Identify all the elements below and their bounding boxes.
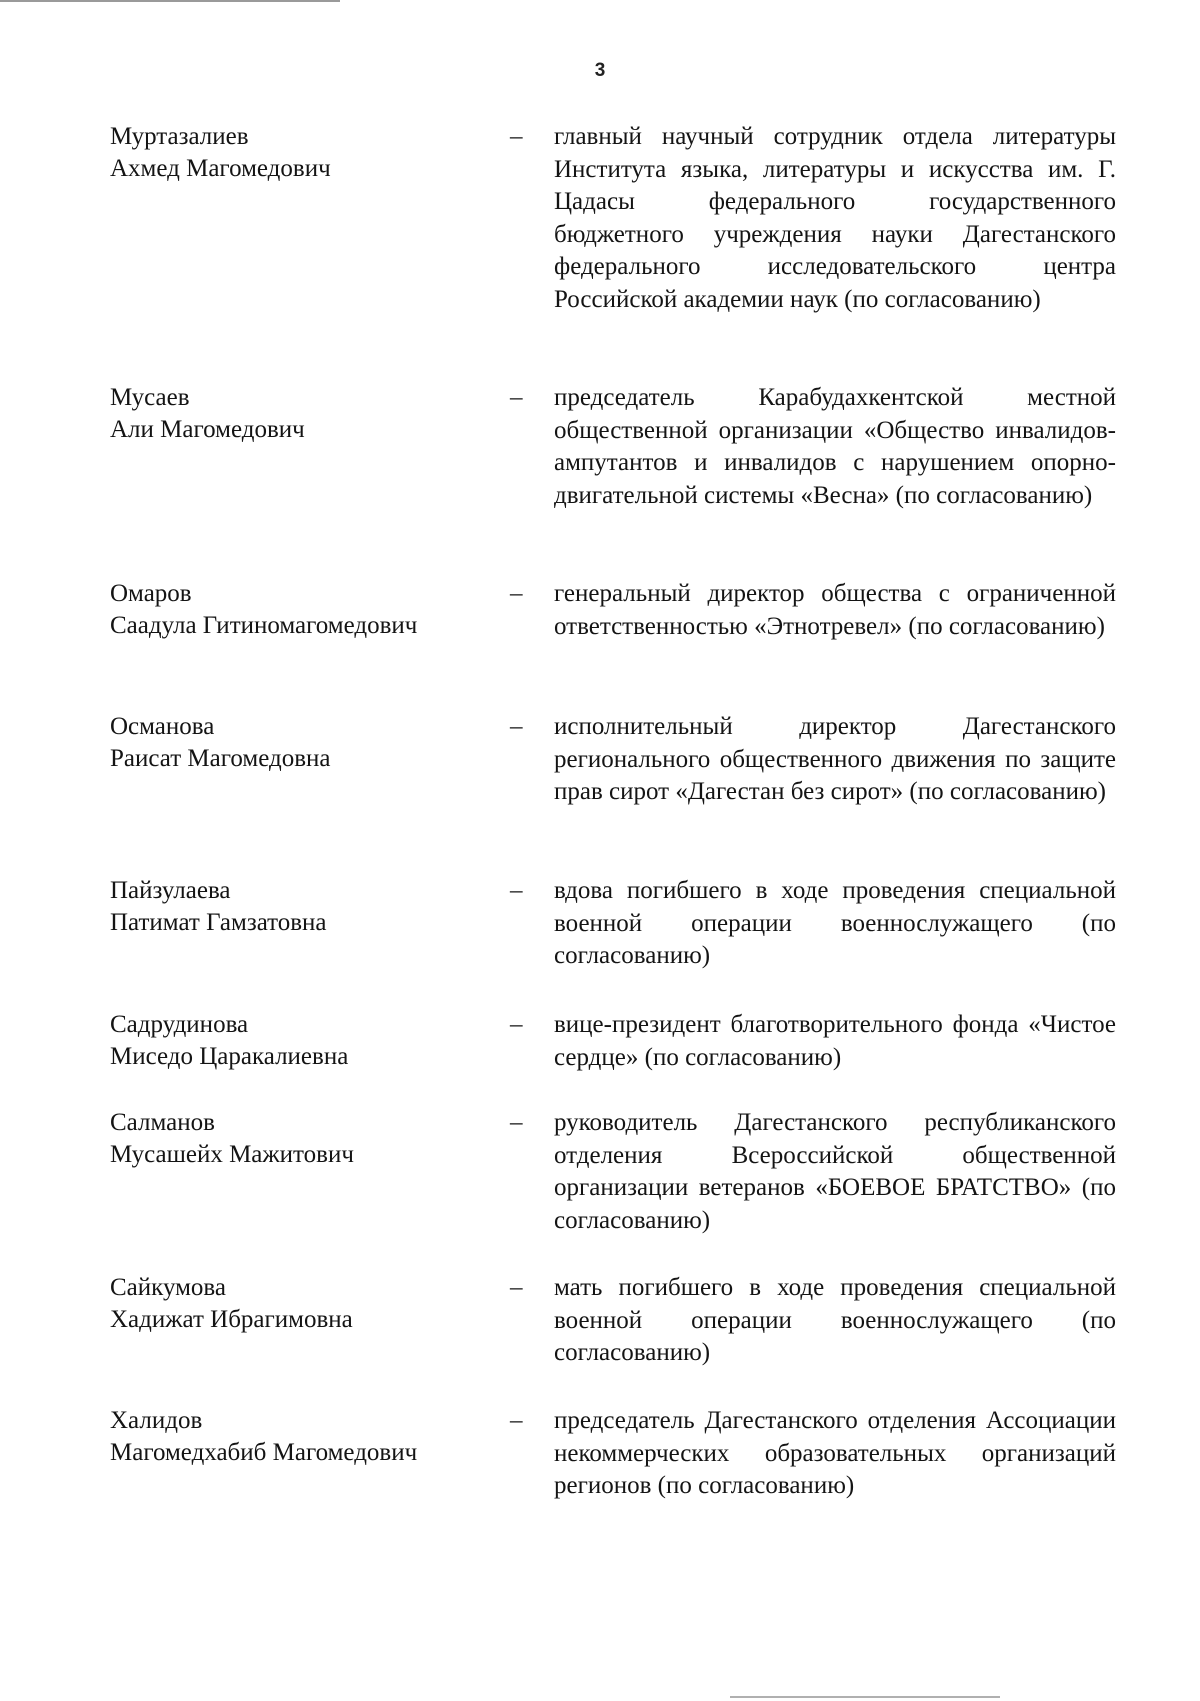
- separator-dash: –: [510, 713, 523, 740]
- member-position: председатель Карабудахкентской местной общественной организации «Общество инвалидов-ампутантов и инвалидов с нарушением опорно-двигательной системы «Весна» (по согласованию): [554, 384, 1116, 509]
- member-given-names: Саадула Гитиномагомедович: [110, 612, 418, 639]
- member-position: мать погибшего в ходе проведения специальной военной операции военнослужащего (по согласованию): [554, 1274, 1116, 1367]
- member-position: генеральный директор общества с ограниченной ответственностью «Этнотревел» (по согласованию): [554, 580, 1116, 640]
- separator-dash: –: [510, 580, 523, 607]
- member-surname: Салманов: [110, 1109, 215, 1136]
- member-name: [110, 578, 490, 642]
- member-position: исполнительный директор Дагестанского регионального общественного движения по защите прав сирот «Дагестан без сирот» (по согласованию): [554, 713, 1116, 806]
- member-surname: Мусаев: [110, 384, 190, 411]
- member-surname: Пайзулаева: [110, 877, 231, 904]
- scan-edge-top: [0, 0, 340, 2]
- member-surname: Халидов: [110, 1407, 203, 1434]
- member-given-names: Магомедхабиб Магомедович: [110, 1439, 418, 1466]
- separator-dash: –: [510, 384, 523, 411]
- separator-dash: –: [510, 877, 523, 904]
- member-name: [110, 382, 490, 446]
- member-position: председатель Дагестанского отделения Ассоциации некоммерческих образовательных организаций регионов (по согласованию): [554, 1407, 1116, 1500]
- member-name: [110, 875, 490, 939]
- member-name: [110, 1009, 490, 1073]
- member-given-names: Ахмед Магомедович: [110, 155, 331, 182]
- member-given-names: Мусашейх Мажитович: [110, 1141, 354, 1168]
- separator-dash: –: [510, 1274, 523, 1301]
- separator-dash: –: [510, 1109, 523, 1136]
- member-given-names: Али Магомедович: [110, 416, 305, 443]
- member-name: [110, 711, 490, 775]
- member-name: [110, 1272, 490, 1336]
- scan-edge-bottom: [730, 1696, 1000, 1698]
- member-given-names: Хадижат Ибрагимовна: [110, 1306, 353, 1333]
- member-name: [110, 121, 490, 185]
- member-surname: Османова: [110, 713, 215, 740]
- member-surname: Садрудинова: [110, 1011, 249, 1038]
- member-given-names: Раисат Магомедовна: [110, 745, 331, 772]
- member-given-names: Миседо Царакалиевна: [110, 1043, 349, 1070]
- separator-dash: –: [510, 123, 523, 150]
- page-number: 3: [594, 60, 606, 81]
- member-position: вдова погибшего в ходе проведения специальной военной операции военнослужащего (по согласованию): [554, 877, 1116, 970]
- member-surname: Омаров: [110, 580, 192, 607]
- member-position: главный научный сотрудник отдела литературы Института языка, литературы и искусства им. Г. Цадасы федерального государственного бюджетного учреждения науки Дагестанского федерального исследовательского центра Российской академии наук (по согласованию): [554, 123, 1116, 313]
- member-surname: Муртазалиев: [110, 123, 249, 150]
- member-name: [110, 1405, 490, 1469]
- member-position: вице-президент благотворительного фонда «Чистое сердце» (по согласованию): [554, 1011, 1116, 1071]
- separator-dash: –: [510, 1407, 523, 1434]
- member-position: руководитель Дагестанского республиканского отделения Всероссийской общественной организации ветеранов «БОЕВОЕ БРАТСТВО» (по согласованию): [554, 1109, 1116, 1234]
- member-given-names: Патимат Гамзатовна: [110, 909, 327, 936]
- separator-dash: –: [510, 1011, 523, 1038]
- member-surname: Сайкумова: [110, 1274, 227, 1301]
- member-name: [110, 1107, 490, 1171]
